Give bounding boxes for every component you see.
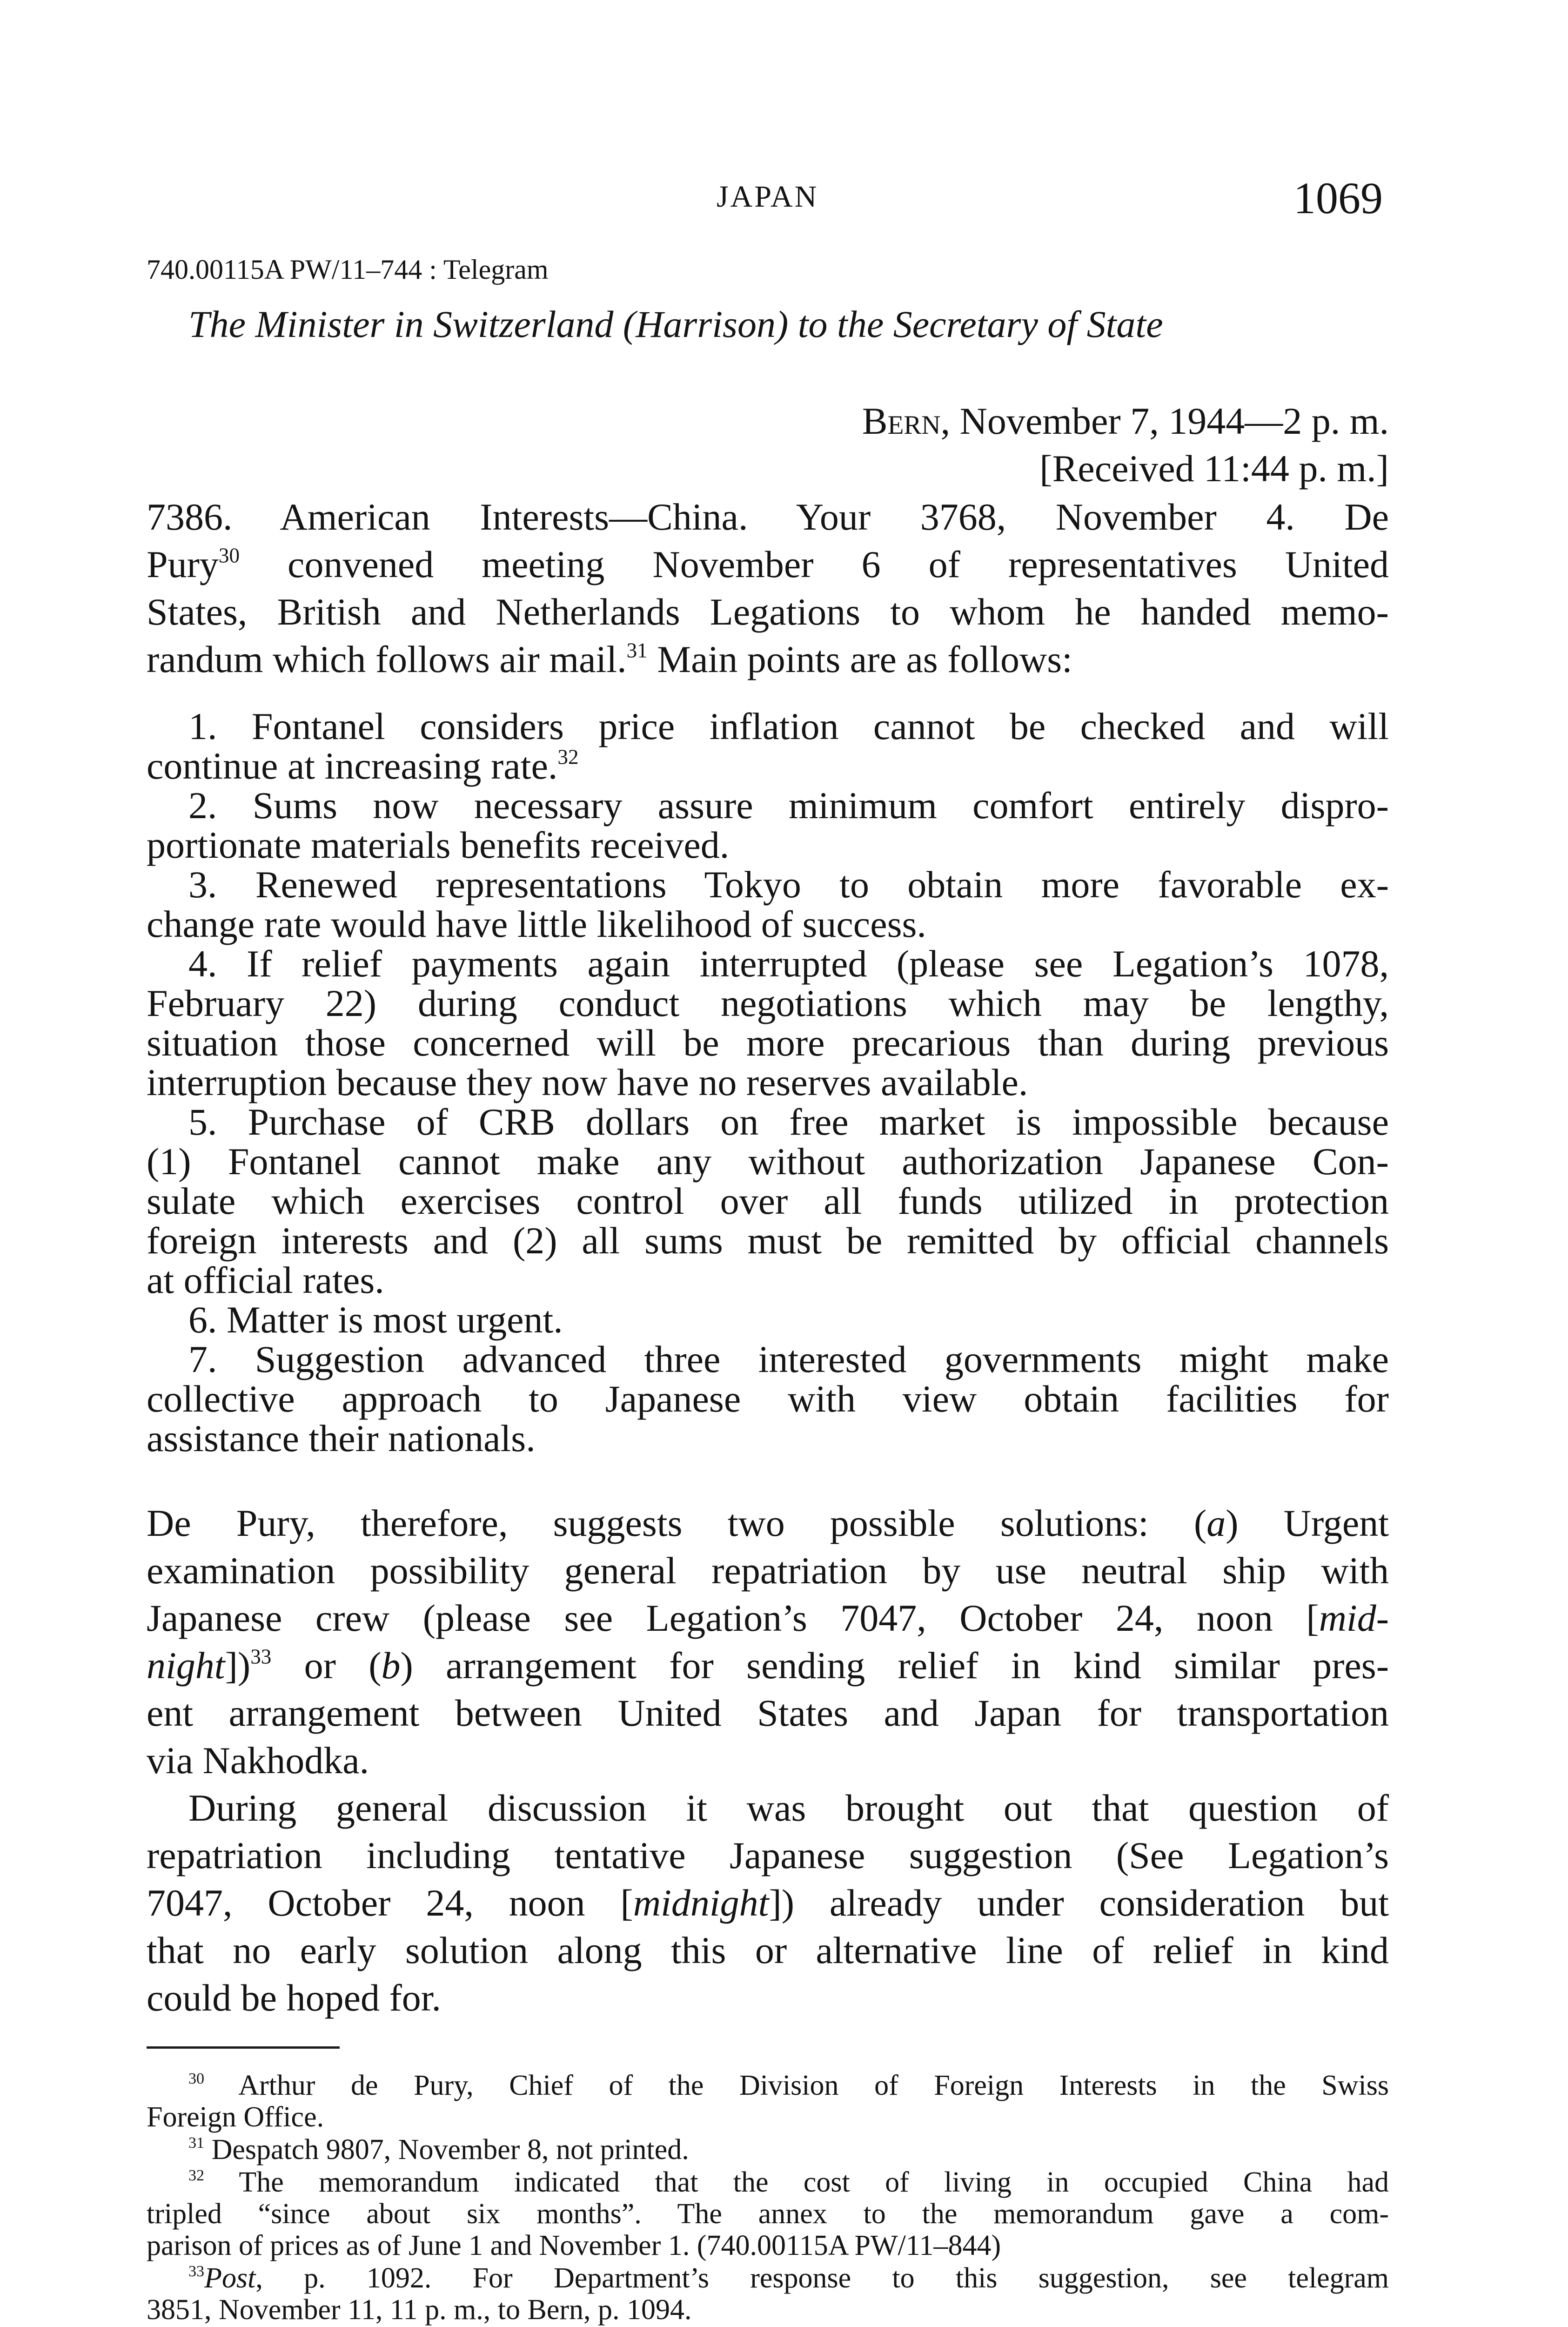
text-span: Main points are as follows: [647,638,1072,680]
paragraph-2-line-6: via Nakhodka. [147,1739,369,1782]
running-head: JAPAN [717,180,819,214]
footnote-32-line-3: parison of prices as of June 1 and November 1. (740.00115A PW/11–844) [147,2230,1001,2261]
point-4-line-2: February 22) during conduct negotiations which may be lengthy, [147,982,1389,1024]
footnote-marker-30: 30 [188,2070,205,2088]
footnote-ref-32: 32 [557,745,579,769]
point-7-line-2: collective approach to Japanese with view obtain facilities for [147,1378,1389,1420]
point-4-line-1: 4. If relief payments again interrupted (please see Legation’s 1078, [188,942,1389,985]
point-1-line-2 [147,747,1389,785]
paragraph-3-line-3 [147,1884,1389,1922]
point-1-line-1: 1. Fontanel considers price inflation cannot be checked and will [188,705,1389,747]
paragraph-2-line-1 [147,1504,1389,1542]
footnote-30-line-2: Foreign Office. [147,2101,324,2133]
text-span: Arthur de Pury, Chief of the Division of Foreign Interests in the Swiss [204,2070,1389,2101]
footnote-33-line-2: 3851, November 11, 11 p. m., to Bern, p. 1094. [147,2294,692,2326]
italic-night: night [147,1644,225,1687]
text-span: or ( [271,1644,382,1687]
text-span: convened meeting November 6 of representatives United [240,543,1389,585]
footnote-30-line-1 [188,2071,1389,2100]
paragraph-1-line-1: 7386. American Interests—China. Your 3768, November 4. De [147,496,1389,538]
paragraph-1-line-3: States, British and Netherlands Legations to whom he handed memo- [147,591,1389,633]
point-6: 6. Matter is most urgent. [188,1298,563,1341]
footnote-33-line-1 [188,2264,1389,2293]
italic-b: b [381,1644,401,1687]
point-7-line-3: assistance their nationals. [147,1417,536,1459]
footnote-32-line-2: tripled “since about six months”. The annex to the memorandum gave a com- [147,2198,1389,2230]
footnote-ref-30: 30 [218,544,240,567]
text-span: Despatch 9807, November 8, not printed. [204,2134,689,2166]
point-2-line-2: portionate materials benefits received. [147,824,730,866]
point-4-line-3: situation those concerned will be more precarious than during previous [147,1022,1389,1064]
footnote-ref-31: 31 [626,639,648,662]
text-span: Pury [147,543,219,585]
point-3-line-1: 3. Renewed representations Tokyo to obtain more favorable ex- [188,863,1389,906]
paragraph-3-line-1: During general discussion it was brought out that question of [188,1787,1389,1829]
footnote-ref-33: 33 [250,1645,272,1668]
point-7-line-1: 7. Suggestion advanced three interested governments might make [188,1338,1389,1380]
text-span: ]) [225,1644,251,1687]
text-span: , p. 1092. For Department’s response to this suggestion, see telegram [255,2262,1389,2294]
paragraph-3-line-5: could be hoped for. [147,1977,442,2019]
dateline [810,399,1389,443]
paragraph-3-line-4: that no early solution along this or alternative line of relief in kind [147,1929,1389,1971]
italic-midnight: midnight [633,1882,769,1924]
italic-a: a [1206,1502,1226,1544]
text-span: The memorandum indicated that the cost of living in occupied China had [204,2166,1389,2198]
paragraph-3-line-2: repatriation including tentative Japanese suggestion (See Legation’s [147,1834,1389,1876]
footnote-marker-32: 32 [188,2167,205,2185]
point-4-line-4: interruption because they now have no reserves available. [147,1061,1028,1103]
point-5-line-3: sulate which exercises control over all funds utilized in protection [147,1180,1389,1222]
text-span: 7047, October 24, noon [ [147,1882,633,1924]
italic-post: Post [204,2262,256,2294]
text-span: ]) already under consideration but [769,1882,1389,1924]
text-span: Japanese crew (please see Legation’s 7047, October 24, noon [ [147,1597,1319,1639]
paragraph-2-line-3 [147,1599,1389,1637]
document-title: The Minister in Switzerland (Harrison) to the Secretary of State [188,303,1163,345]
point-5-line-1: 5. Purchase of CRB dollars on free market is impossible because [188,1101,1389,1143]
footnote-marker-31: 31 [188,2134,205,2152]
paragraph-1-line-2 [147,545,1389,584]
dateline-date: November 7, 1944—2 p. m. [950,400,1389,442]
received-line: [Received 11:44 p. m.] [1039,447,1389,490]
footnote-marker-33: 33 [188,2263,205,2280]
point-5-line-5: at official rates. [147,1259,384,1301]
footnote-divider [147,2046,340,2049]
point-5-line-2: (1) Fontanel cannot make any without authorization Japanese Con- [147,1140,1389,1183]
dateline-city: Bern, [862,400,951,442]
point-5-line-4: foreign interests and (2) all sums must be remitted by official channels [147,1219,1389,1262]
text-span: randum which follows air mail. [147,638,627,680]
paragraph-2-line-5: ent arrangement between United States and Japan for transportation [147,1692,1389,1734]
footnote-31 [188,2135,1389,2164]
paragraph-2-line-4 [147,1644,1389,1687]
document-reference: 740.00115A PW/11–744 : Telegram [147,254,549,285]
point-3-line-2: change rate would have little likelihood of success. [147,903,926,945]
page-number: 1069 [1293,173,1383,223]
footnote-32-line-1 [188,2168,1389,2197]
paragraph-1-line-4 [147,640,1389,679]
italic-mid: mid- [1319,1597,1389,1639]
text-span: De Pury, therefore, suggests two possible solutions: ( [147,1502,1207,1544]
point-2-line-1: 2. Sums now necessary assure minimum comfort entirely dispro- [188,784,1389,827]
text-span: ) arrangement for sending relief in kind similar pres- [400,1644,1389,1687]
paragraph-2-line-2: examination possibility general repatriation by use neutral ship with [147,1549,1389,1592]
text-span: continue at increasing rate. [147,745,558,787]
text-span: ) Urgent [1226,1502,1389,1544]
